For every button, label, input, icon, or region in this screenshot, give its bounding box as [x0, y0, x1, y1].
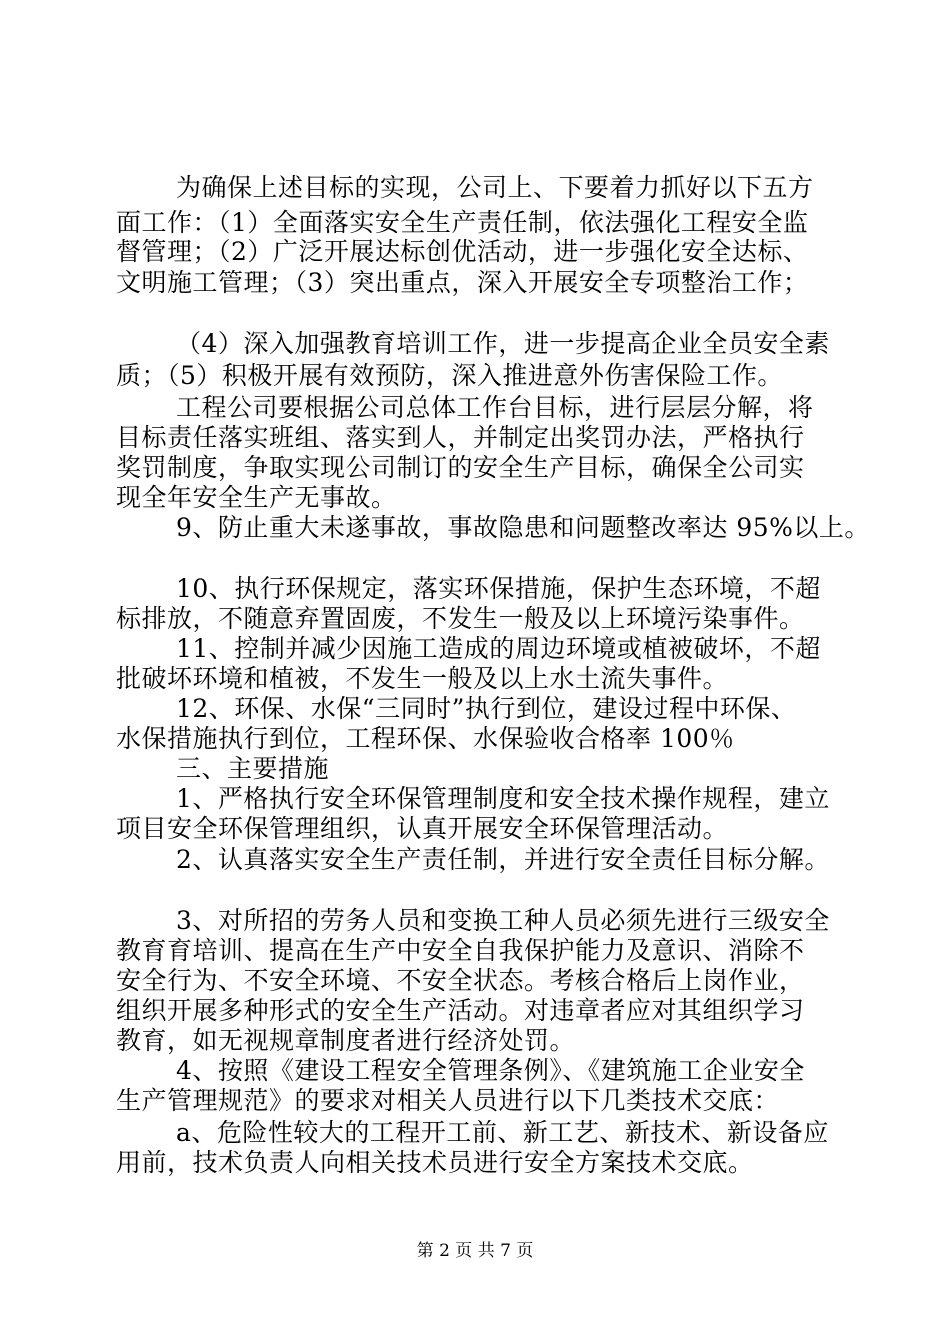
text-line: 工程公司要根据公司总体工作台目标，进行层层分解，将 [176, 393, 814, 422]
text-line: 项目安全环保管理组织，认真开展安全环保管理活动。 [116, 814, 729, 843]
text-line: 目标责任落实班组、落实到人，并制定出奖罚办法，严格执行 [116, 423, 805, 452]
text-line: 质；（5）积极开展有效预防，深入推进意外伤害保险工作。 [116, 361, 783, 390]
text-line: 面工作：（1）全面落实安全生产责任制，依法强化工程安全监 [116, 208, 809, 237]
text-line: 教育，如无视规章制度者进行经济处罚。 [116, 1026, 576, 1055]
text-line: 教育育培训、提高在生产中安全自我保护能力及意识、消除不 [116, 936, 805, 965]
text-line: 4、按照《建设工程安全管理条例》、《建筑施工企业安全 [176, 1056, 805, 1085]
text-line: 11、控制并减少因施工造成的周边环境或植被破坏，不超 [176, 634, 821, 663]
text-line: 2、认真落实安全生产责任制，并进行安全责任目标分解。 [176, 845, 830, 874]
text-line: 文明施工管理；（3）突出重点，深入开展安全专项整治工作； [116, 268, 809, 297]
text-line: 用前，技术负责人向相关技术员进行安全方案技术交底。 [116, 1148, 754, 1177]
text-line: 3、对所招的劳务人员和变换工种人员必须先进行三级安全 [176, 906, 830, 935]
text-line: a、危险性较大的工程开工前、新工艺、新技术、新设备应 [176, 1118, 829, 1147]
text-line: 9、防止重大未遂事故，事故隐患和问题整改率达 95%以上。 [176, 513, 870, 542]
text-line: 10、执行环保规定，落实环保措施，保护生态环境，不超 [176, 574, 821, 603]
text-line: 水保措施执行到位，工程环保、水保验收合格率 100％ [116, 724, 735, 753]
text-line: 12、环保、水保“三同时”执行到位，建设过程中环保、 [176, 694, 797, 723]
text-line: 标排放，不随意弃置固废，不发生一般及以上环境污染事件。 [116, 604, 805, 633]
text-line: 安全行为、不安全环境、不安全状态。考核合格后上岗作业， [116, 966, 805, 995]
text-line: 督管理；（2）广泛开展达标创优活动，进一步强化安全达标、 [116, 237, 809, 266]
text-line: 现全年安全生产无事故。 [116, 483, 397, 512]
text-line: 组织开展多种形式的安全生产活动。对违章者应对其组织学习 [116, 996, 805, 1025]
text-line: 批破坏环境和植被，不发生一般及以上水土流失事件。 [116, 664, 729, 693]
text-line: 生产管理规范》的要求对相关人员进行以下几类技术交底： [116, 1086, 780, 1115]
section-heading: 三、主要措施 [176, 754, 330, 783]
text-line: 奖罚制度，争取实现公司制订的安全生产目标，确保全公司实 [116, 453, 805, 482]
text-line: 为确保上述目标的实现，公司上、下要着力抓好以下五方 [176, 173, 814, 202]
text-line: 1、严格执行安全环保管理制度和安全技术操作规程，建立 [176, 784, 830, 813]
text-line: （4）深入加强教育培训工作，进一步提高企业全员安全素 [176, 329, 830, 358]
page-footer: 第 2 页 共 7 页 [416, 1241, 534, 1261]
